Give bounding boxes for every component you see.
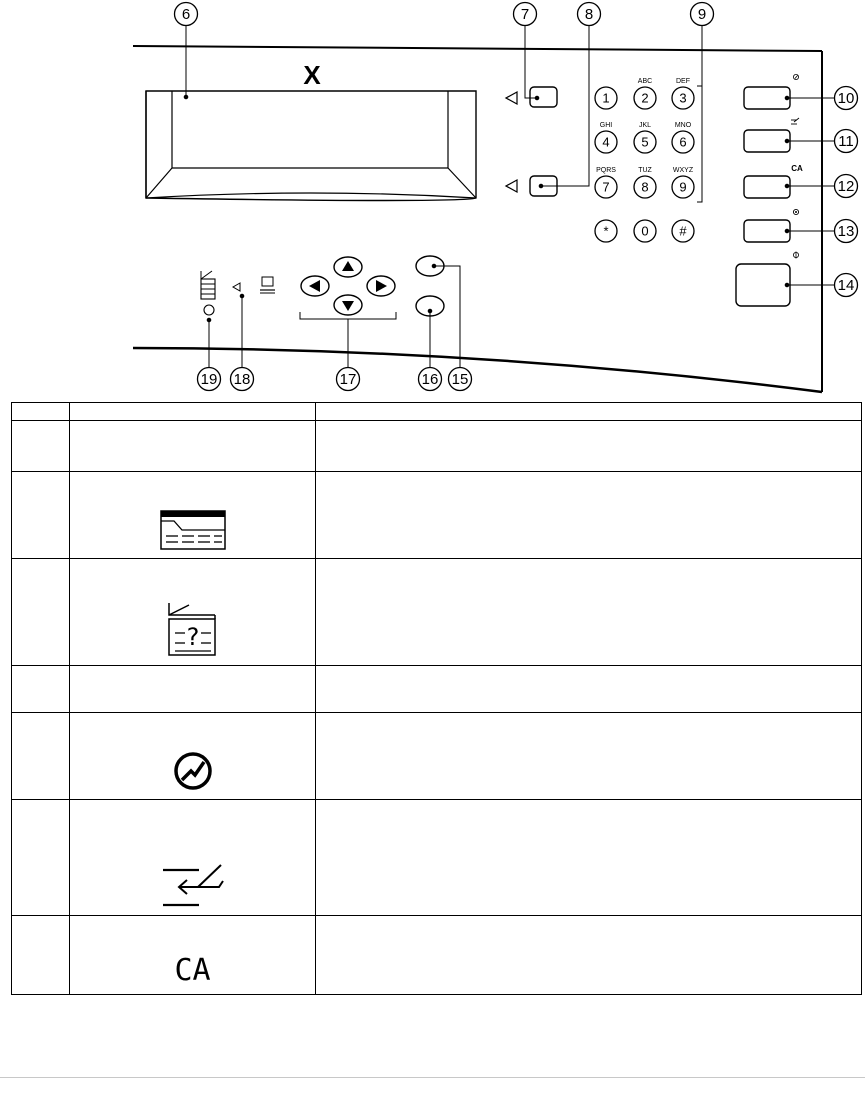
keypad-key-6[interactable]: [595, 167, 617, 198]
legend-table: [11, 402, 862, 995]
keypad-digit: 6: [679, 134, 687, 150]
start-icon: [793, 252, 798, 259]
callout-number: 8: [584, 6, 594, 23]
keypad-key-11[interactable]: [672, 220, 694, 242]
arrow-key-right[interactable]: [367, 276, 395, 296]
clear-all-label: CA: [174, 953, 211, 988]
arrow-key-up[interactable]: [334, 257, 362, 277]
keypad-digit: *: [603, 223, 609, 239]
legend-number-cell: [12, 916, 70, 995]
job-status-icon: [260, 277, 275, 293]
callout-16: [419, 368, 442, 391]
keypad-digit: 8: [641, 179, 649, 195]
keypad-digit: 4: [602, 134, 610, 150]
legend-description-cell: [316, 713, 862, 800]
legend-feature-cell: [70, 559, 316, 666]
control-panel-diagram: [0, 0, 865, 400]
keypad-key-4[interactable]: [634, 122, 656, 153]
keypad-key-2[interactable]: [672, 78, 694, 109]
upper-side-button[interactable]: [530, 87, 557, 107]
keypad-digit: 2: [641, 90, 649, 106]
machine-status-icon: [70, 559, 315, 665]
legend-description-cell: [316, 666, 862, 713]
callout-number: 6: [181, 6, 191, 23]
legend-row: [12, 559, 862, 666]
keypad-digit: 3: [679, 90, 687, 106]
legend-number-cell: [12, 713, 70, 800]
left-arrow-indicator: [506, 92, 517, 104]
callout-19: [198, 368, 221, 391]
keypad-digit: 0: [641, 223, 649, 239]
svg-text:?: ?: [186, 623, 199, 651]
keypad-letters: JKL: [638, 122, 652, 129]
callout-number: 13: [837, 223, 855, 240]
machine-status-led: [204, 305, 214, 315]
callout-number: 14: [837, 277, 855, 294]
legend-description-cell: [316, 421, 862, 472]
callout-number: 7: [520, 6, 530, 23]
callout-number: 12: [837, 178, 855, 195]
clear-all-icon: [70, 916, 315, 994]
keypad-key-7[interactable]: [634, 167, 656, 198]
panel-outline: [133, 46, 822, 400]
callout-number: 10: [837, 90, 855, 107]
keypad-digit: 7: [602, 179, 610, 195]
legend-row: [12, 403, 862, 421]
keypad-digit: 5: [641, 134, 649, 150]
legend-feature-cell: [70, 472, 316, 559]
callout-number: 9: [697, 6, 707, 23]
keypad-digit: 1: [602, 90, 610, 106]
legend-number-cell: [12, 666, 70, 713]
job-status-icon: [70, 472, 315, 558]
energy-saver-button[interactable]: [744, 87, 790, 109]
clear-icon: [70, 800, 315, 915]
stop-button[interactable]: [744, 220, 790, 242]
callout-number: 16: [421, 371, 439, 388]
energy-saver-icon: [70, 713, 315, 799]
legend-number-cell: [12, 403, 70, 421]
callout-number: 11: [838, 133, 854, 150]
clear-all-button[interactable]: [744, 176, 790, 198]
energy-saver-icon: [793, 74, 798, 79]
legend-number-cell: [12, 421, 70, 472]
keypad-key-1[interactable]: [634, 78, 656, 109]
keypad-key-10[interactable]: [634, 220, 656, 242]
keypad-digit: 9: [679, 179, 687, 195]
stop-icon: [793, 209, 798, 214]
callout-8: [578, 3, 601, 26]
legend-feature-cell: [70, 800, 316, 916]
left-arrow-indicator: [233, 283, 240, 291]
panel-top-edge: [133, 46, 822, 51]
clear-all-label: CA: [791, 164, 803, 173]
legend-row: [12, 421, 862, 472]
arrow-key-left[interactable]: [301, 276, 329, 296]
numeric-keypad: [595, 78, 694, 242]
callout-15: [449, 368, 472, 391]
keypad-letters: MNO: [674, 122, 692, 129]
legend-row: [12, 800, 862, 916]
callout-10: [835, 87, 858, 110]
legend-number-cell: [12, 559, 70, 666]
keypad-key-8[interactable]: [672, 167, 694, 198]
keypad-digit: #: [679, 223, 687, 239]
callout-number: 18: [233, 371, 251, 388]
callout-18: [231, 368, 254, 391]
legend-feature-cell: [70, 403, 316, 421]
legend-feature-cell: [70, 421, 316, 472]
legend-description-cell: [316, 559, 862, 666]
legend-description-cell: [316, 472, 862, 559]
keypad-letters: PQRS: [596, 167, 616, 174]
footer-rule: [0, 1077, 865, 1078]
callout-17: [337, 368, 360, 391]
keypad-key-3[interactable]: [595, 122, 617, 153]
legend-row: [12, 713, 862, 800]
machine-status-icon: [201, 271, 215, 299]
clear-button[interactable]: [744, 130, 790, 152]
keypad-letters: WXYZ: [672, 167, 694, 174]
left-arrow-indicator: [506, 180, 517, 192]
brand-logo: X: [303, 60, 321, 90]
legend-row: [12, 472, 862, 559]
legend-number-cell: [12, 800, 70, 916]
legend-feature-cell: [70, 713, 316, 800]
legend-number-cell: [12, 472, 70, 559]
legend-description-cell: [316, 916, 862, 995]
legend-description-cell: [316, 800, 862, 916]
display-screen: [146, 91, 476, 201]
callout-14: [835, 274, 858, 297]
callout-number: 19: [200, 371, 218, 388]
callout-number: 17: [339, 371, 357, 388]
legend-feature-cell: [70, 666, 316, 713]
callout-6: [175, 3, 198, 26]
keypad-key-9[interactable]: [595, 220, 617, 242]
keypad-letters: TUZ: [638, 167, 652, 174]
callout-13: [835, 220, 858, 243]
leader-lines: [184, 26, 835, 368]
legend-row: [12, 666, 862, 713]
callout-number: 15: [451, 371, 469, 388]
keypad-key-0[interactable]: [595, 87, 617, 109]
callout-11: [835, 130, 858, 153]
start-button[interactable]: [736, 264, 790, 306]
keypad-key-5[interactable]: [672, 122, 694, 153]
keypad-letters: ABC: [637, 78, 653, 85]
arrow-key-down[interactable]: [334, 295, 362, 315]
legend-row: [12, 916, 862, 995]
legend-feature-cell: [70, 916, 316, 995]
callout-12: [835, 175, 858, 198]
clear-icon: [791, 118, 799, 124]
keypad-letters: GHI: [599, 122, 613, 129]
legend-description-cell: [316, 403, 862, 421]
keypad-letters: DEF: [676, 78, 690, 85]
callout-9: [691, 3, 714, 26]
callout-7: [514, 3, 537, 26]
